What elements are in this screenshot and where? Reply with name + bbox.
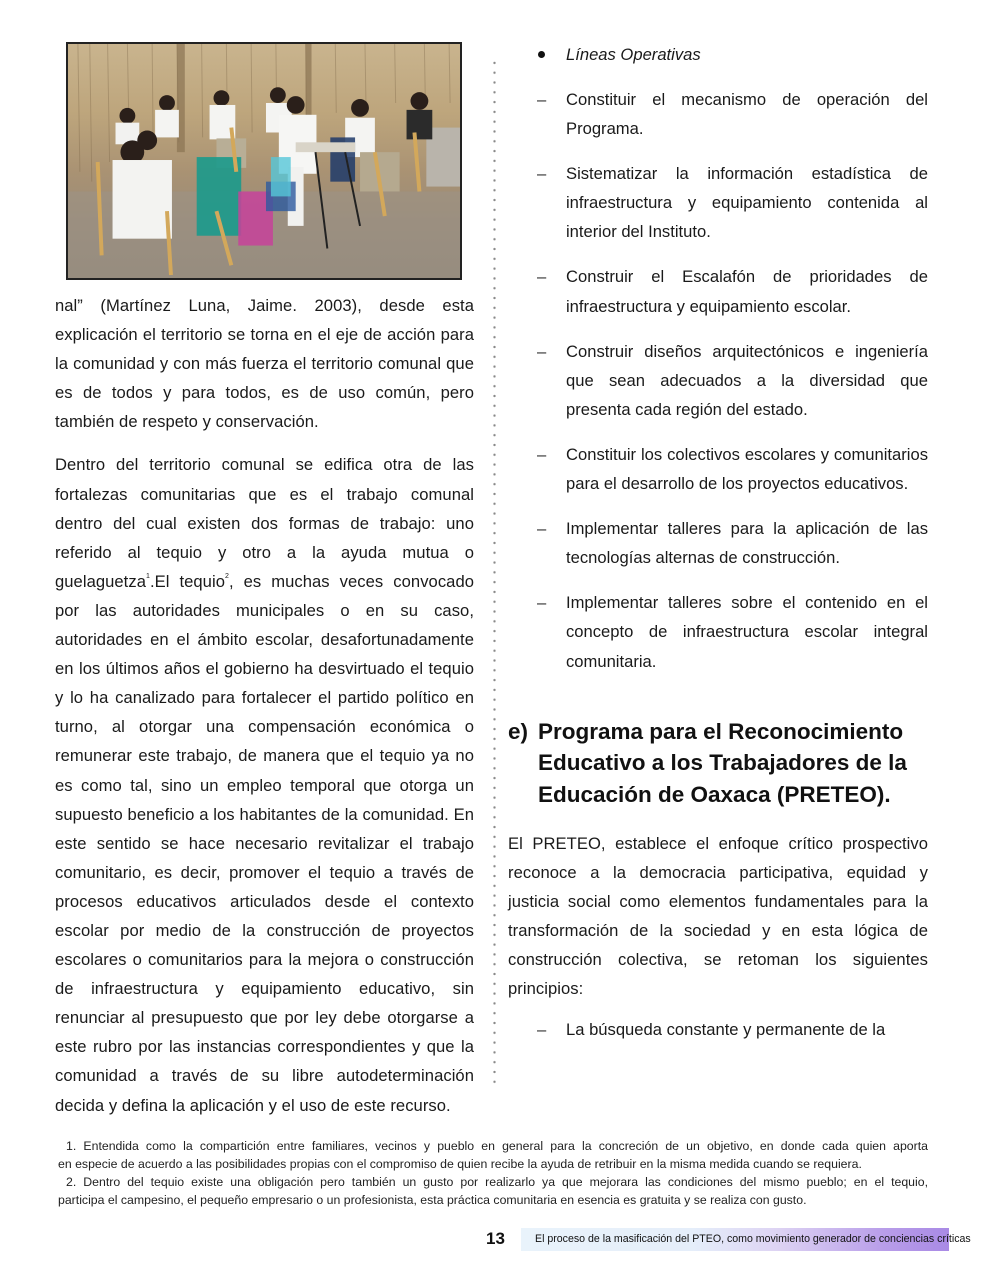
right-column — [508, 40, 928, 1044]
list-item — [508, 337, 928, 424]
dash-icon: – — [537, 1020, 547, 1040]
dash-icon: – — [537, 341, 547, 361]
list-item-text: Constituir el mecanismo de operación del Programa. — [566, 90, 928, 139]
list-item — [508, 159, 928, 246]
paragraph-communal-work — [55, 450, 474, 1119]
paragraph-text: , es muchas veces convocado por las autoridades municipales o en su caso, autoridades en el ámbito escolar, desafortunadamente en los últimos años el gobierno ha desvirtuado el tequio y lo ha canalizado para fortalecer el partido político en turno, al otorgar una compensación económica o remunerar este trabajo, de manera que el tequio ya no es como tal, sino un empleo temporal que otorga un supuesto beneficio a los habitantes de la comunidad. En este sentido se hace necesario revitalizar el trabajo comunitario, es decir, promover el tequio a través de procesos educativos articulados desde el contexto escolar por medio de la construcción de proyectos escolares o comunitarios para la mejora o construcción de infraestructura y equipamiento educativo, sin renunciar al presupuesto que por ley debe otorgarse a este rubro por las instancias correspondientes y que la comunidad a través de su libre autodeterminación decida y defina la aplicación y el uso de este recurso. — [55, 571, 475, 1115]
principles-list — [508, 1015, 928, 1044]
footnote-2-line-2: participa el campesino, el pequeño empresario o un profesionista, esta práctica comunitaria en esencia es gratuita y se realiza con gusto. — [58, 1193, 807, 1207]
dash-icon: – — [537, 90, 547, 109]
footnote-2-line-1: 2. Dentro del tequio existe una obligación pero también un gusto por realizarlo ya que mejorara las condiciones del mismo pueblo; en el tequio, — [66, 1175, 928, 1189]
list-item — [508, 1015, 928, 1044]
page-number: 13 — [486, 1229, 505, 1248]
footnote-ref-2[interactable]: 2 — [224, 572, 229, 580]
classroom-photo — [66, 42, 462, 280]
bullet-heading — [508, 40, 928, 69]
bullet-icon — [538, 51, 545, 58]
list-item-text: Constituir los colectivos escolares y comunitarios para el desarrollo de los proyectos educativos. — [566, 444, 928, 494]
dash-icon: – — [537, 593, 547, 613]
paragraph-text: .El tequio — [149, 571, 225, 591]
paragraph-text: Dentro del territorio comunal se edifica otra de las fortalezas comunitarias que es el trabajo comunal dentro del cual existen dos formas de trabajo: uno referido al tequio y otro a la ayuda mutua o guelaguetza — [55, 455, 474, 591]
footnote-1-line-2: en especie de acuerdo a las posibilidades propias con el compromiso de quien recibe la ayuda de retribuir en la misma medida cuando se requiera. — [58, 1157, 862, 1171]
left-column — [55, 291, 474, 1120]
section-letter: e) — [508, 718, 529, 744]
section-title-text: Programa para el Reconocimiento Educativo a los Trabajadores de la Educación de Oaxaca (PRETEO). — [538, 718, 907, 807]
operative-lines-list — [508, 85, 928, 676]
section-heading — [508, 716, 928, 811]
list-item — [508, 440, 928, 498]
list-item-text: Sistematizar la información estadística de infraestructura y equipamiento contenida al interior del Instituto. — [566, 164, 928, 242]
list-item-text: Implementar talleres para la aplicación de las tecnologías alternas de construcción. — [566, 519, 928, 568]
dash-icon: – — [537, 444, 547, 464]
footnote-ref-1[interactable]: 1 — [145, 572, 150, 580]
list-item — [508, 85, 928, 143]
list-item — [508, 514, 928, 572]
classroom-illustration — [68, 44, 460, 278]
list-item — [508, 588, 928, 675]
footnote-1-line-1: 1. Entendida como la compartición entre familiares, vecinos y pueblo en general para la concreción de un objetivo, en donde cada quien aporta — [66, 1139, 928, 1153]
list-item-text: La búsqueda constante y permanente de la — [566, 1020, 886, 1040]
paragraph-preteo: El PRETEO, establece el enfoque crítico prospectivo reconoce a la democracia participativa, equidad y justicia social como elementos fundamentales para la transformación de la sociedad y en esta lógica de construcción colectiva, se retoman los siguientes principios: — [508, 833, 928, 999]
paragraph-territory: nal” (Martínez Luna, Jaime. 2003), desde esta explicación el territorio se torna en el eje de acción para la comunidad y con más fuerza el territorio comunal que es de todos y para todos, es de uso común, pero también de respeto y conservación. — [55, 296, 474, 432]
column-divider — [493, 58, 496, 1088]
running-head: El proceso de la masificación del PTEO, como movimiento generador de conciencias críticas — [521, 1228, 949, 1251]
dash-icon: – — [537, 267, 547, 287]
list-item-text: Construir diseños arquitectónicos e ingeniería que sean adecuados a la diversidad que presenta cada región del estado. — [566, 341, 928, 419]
list-item — [508, 262, 928, 320]
list-item-text: Implementar talleres sobre el contenido en el concepto de infraestructura escolar integral comunitaria. — [566, 593, 928, 671]
dash-icon: – — [537, 519, 547, 539]
bullet-heading-label: Líneas Operativas — [566, 45, 701, 64]
footnotes — [58, 1137, 928, 1209]
dash-icon: – — [537, 164, 547, 184]
list-item-text: Construir el Escalafón de prioridades de infraestructura y equipamiento escolar. — [566, 267, 928, 316]
